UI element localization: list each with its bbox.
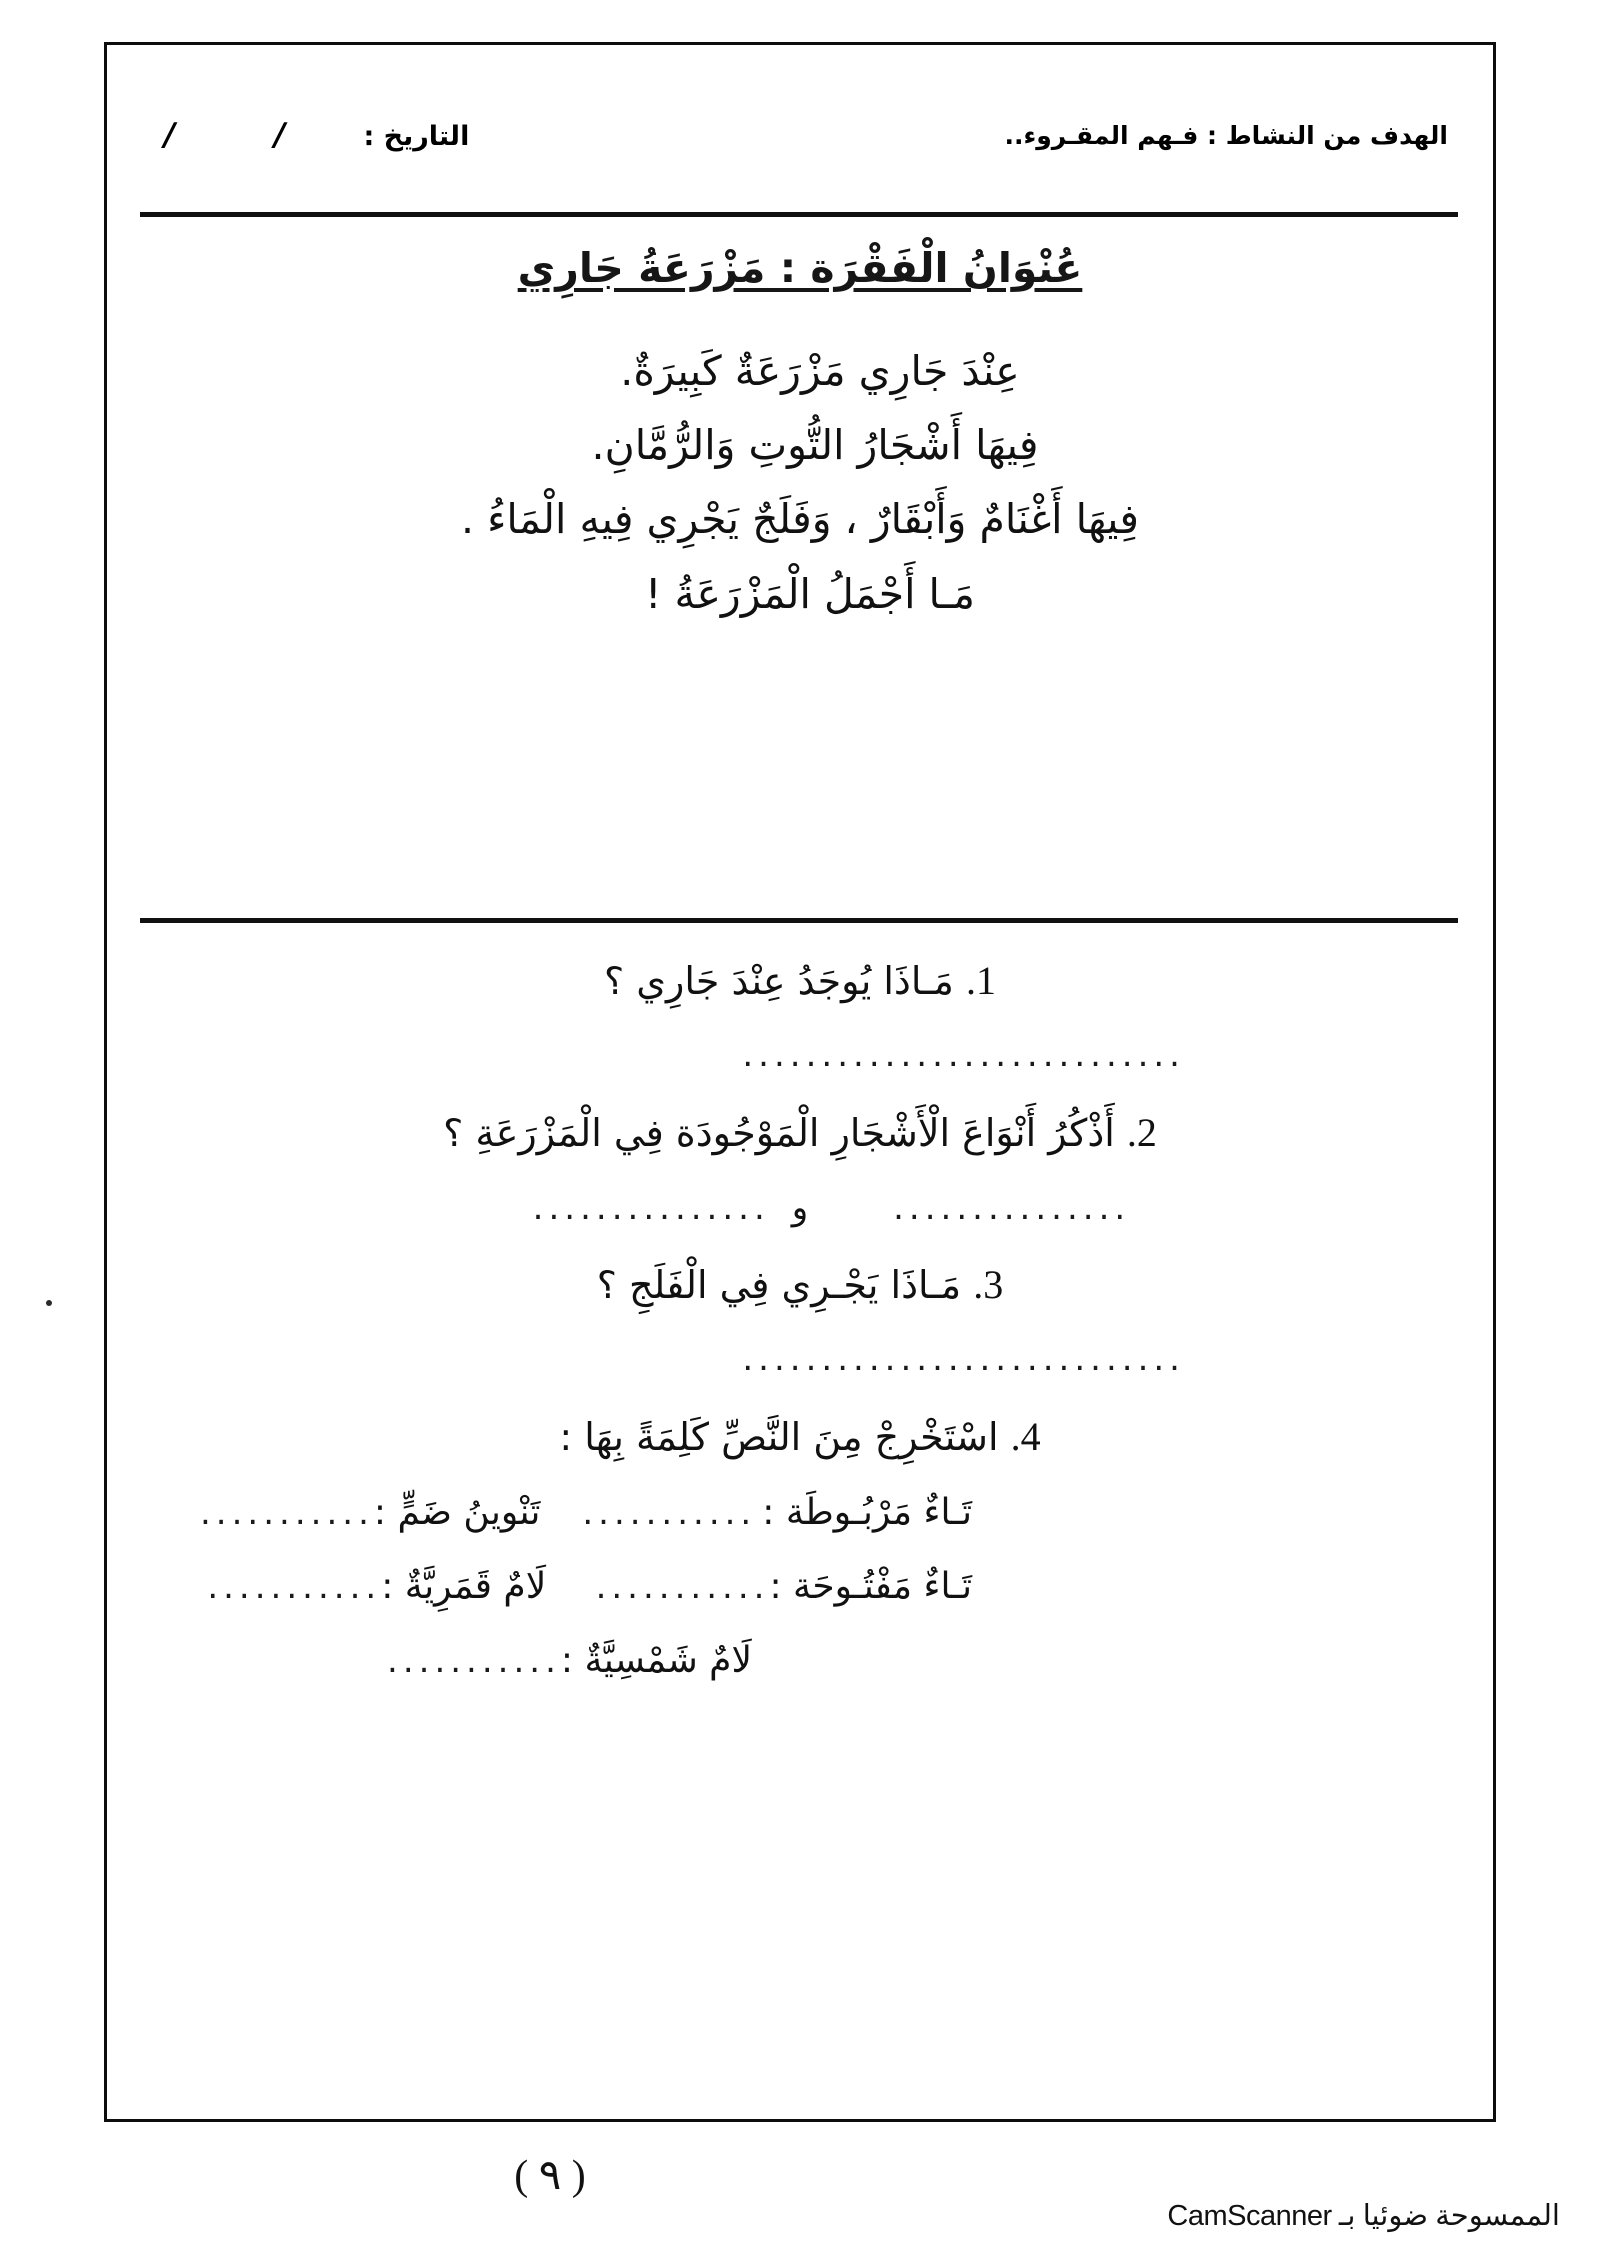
subitem-row-1 bbox=[158, 1486, 1442, 1540]
question-2-text bbox=[158, 1102, 1442, 1164]
date-label: التاريخ : bbox=[363, 121, 470, 152]
question-block-3 bbox=[158, 1254, 1442, 1376]
subitem-label-taa-maftuha: تَـاءٌ مَفْتُـوحَة : bbox=[769, 1566, 972, 1607]
dotted-blank[interactable]: ........... bbox=[387, 1644, 561, 1678]
dotted-blank[interactable]: ............... bbox=[893, 1191, 1131, 1225]
passage-line: عِنْدَ جَارِي مَزْرَعَةٌ كَبِيرَةٌ. bbox=[620, 346, 1020, 395]
worksheet-header bbox=[104, 100, 1496, 170]
question-block-1 bbox=[158, 950, 1442, 1072]
conjunction-waw: و bbox=[791, 1188, 809, 1228]
passage-line: مَـا أَجْمَلُ الْمَزْرَعَةُ ! bbox=[645, 569, 975, 618]
dotted-blank[interactable]: ........... bbox=[595, 1570, 770, 1604]
question-4-subitems bbox=[158, 1486, 1442, 1688]
dotted-blank[interactable]: ............................ bbox=[742, 1342, 1185, 1376]
divider-top bbox=[140, 212, 1458, 217]
date-slashes: / / bbox=[164, 117, 330, 153]
question-4-text bbox=[158, 1406, 1442, 1468]
answer-line-1[interactable] bbox=[158, 1038, 1442, 1072]
dotted-blank[interactable]: ............................ bbox=[742, 1038, 1185, 1072]
questions-section bbox=[104, 950, 1496, 1708]
question-2-number: 2. bbox=[1126, 1110, 1157, 1155]
question-3-text bbox=[158, 1254, 1442, 1316]
reading-passage bbox=[104, 238, 1496, 635]
page-number: ( ٩ ) bbox=[514, 2153, 586, 2199]
question-1-text bbox=[158, 950, 1442, 1012]
date-field bbox=[164, 117, 469, 153]
question-3-number: 3. bbox=[973, 1262, 1004, 1307]
camscanner-brand: CamScanner bbox=[1167, 2200, 1332, 2232]
dotted-blank[interactable]: ............... bbox=[532, 1191, 770, 1225]
passage-title: عُنْوَانُ الْفَقْرَة : مَزْرَعَةُ جَارِي bbox=[517, 244, 1083, 292]
passage-line: فِيهَا أَشْجَارُ التُّوتِ وَالرُّمَّانِ. bbox=[591, 420, 1039, 469]
subitem-label-lam-qamariyya: لَامٌ قَمَرِيَّةٌ : bbox=[381, 1566, 547, 1607]
divider-middle bbox=[140, 918, 1458, 923]
question-4-body: اسْتَخْرِجْ مِنَ النَّصِّ كَلِمَةً بِهَا : bbox=[559, 1415, 999, 1459]
question-1-number: 1. bbox=[966, 958, 997, 1003]
dotted-blank[interactable]: ........... bbox=[582, 1496, 757, 1530]
answer-line-2[interactable] bbox=[158, 1188, 1442, 1228]
scan-speck bbox=[46, 1300, 52, 1306]
camscanner-watermark bbox=[1167, 2198, 1560, 2233]
question-2-body: أَذْكُرُ أَنْوَاعَ الْأَشْجَارِ الْمَوْجُودَة فِي الْمَزْرَعَةِ ؟ bbox=[443, 1111, 1115, 1155]
dotted-blank[interactable]: ........... bbox=[200, 1496, 374, 1530]
subitem-row-2 bbox=[158, 1560, 1442, 1614]
question-block-2 bbox=[158, 1102, 1442, 1228]
question-1-body: مَـاذَا يُوجَدُ عِنْدَ جَارِي ؟ bbox=[603, 959, 954, 1003]
subitem-label-tanween-damm: تَنْوينُ ضَمٍّ : bbox=[373, 1492, 541, 1533]
activity-aim-text: الهدف من النشاط : فـهم المقـروء.. bbox=[1004, 120, 1448, 150]
answer-line-3[interactable] bbox=[158, 1342, 1442, 1376]
dotted-blank[interactable]: ........... bbox=[207, 1570, 382, 1604]
question-3-body: مَـاذَا يَجْـرِي فِي الْفَلَجِ ؟ bbox=[596, 1263, 962, 1307]
subitem-label-taa-marbuta: تَـاءٌ مَرْبُـوطَة : bbox=[762, 1492, 972, 1533]
question-block-4 bbox=[158, 1406, 1442, 1688]
scanned-prefix-text: الممسوحة ضوئيا بـ bbox=[1338, 2200, 1560, 2232]
subitem-row-3 bbox=[158, 1634, 1442, 1688]
subitem-label-lam-shamsiyya: لَامٌ شَمْسِيَّةٌ : bbox=[560, 1640, 752, 1681]
question-4-number: 4. bbox=[1010, 1414, 1041, 1459]
passage-line: فِيهَا أَغْنَامٌ وَأَبْقَارٌ ، وَفَلَجٌ يَجْرِي فِيهِ الْمَاءُ . bbox=[461, 495, 1139, 544]
